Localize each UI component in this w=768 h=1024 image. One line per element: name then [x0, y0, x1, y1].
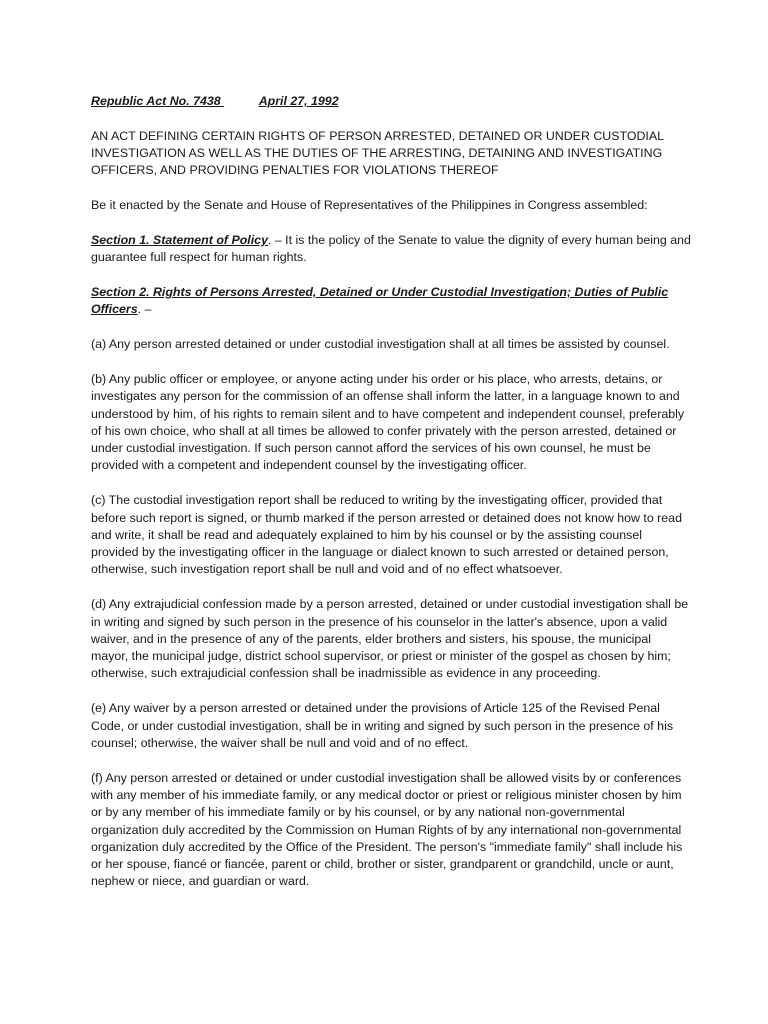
paragraph-c: (c) The custodial investigation report shall be reduced to writing by the investigating officer, provided that before such report is signed, or thumb marked if the person arrested or detained does not know how to read and write, it shall be read and adequately explained to him by his counsel or by the assisting counsel provided by the investigating officer in the language or dialect known to such arrested or detained person, otherwise, such investigation report shall be null and void and of no effect whatsoever. — [91, 493, 682, 577]
section-2-heading: Section 2. Rights of Persons Arrested, Detained or Under Custodial Investigation; Duties of Public Officers — [91, 285, 669, 317]
section-1-text: . – It is the policy of the Senate to value the dignity of every human being and guarantee full respect for human rights. — [91, 232, 691, 265]
enacting-clause: Be it enacted by the Senate and House of Representatives of the Philippines in Congress assembled: — [91, 198, 648, 213]
section-2-suffix: . – — [137, 302, 152, 317]
section-1 — [91, 232, 691, 267]
act-header — [91, 93, 691, 110]
paragraph-d: (d) Any extrajudicial confession made by a person arrested, detained or under custodial investigation shall be in writing and signed by such person in the presence of his counselor in the latter's absence, upon a valid waiver, and in the presence of any of the parents, elder brothers and sisters, his spouse, the municipal mayor, the municipal judge, district school supervisor, or priest or minister of the gospel as chosen by him; otherwise, such extrajudicial confession shall be inadmissible as evidence in any proceeding. — [91, 597, 689, 681]
act-number: Republic Act No. 7438 — [91, 94, 221, 108]
section-2 — [91, 284, 691, 319]
act-title: AN ACT DEFINING CERTAIN RIGHTS OF PERSON ARRESTED, DETAINED OR UNDER CUSTODIAL INVESTIGATION AS WELL AS THE DUTIES OF THE ARRESTING, DETAINING AND INVESTIGATING OFFICERS, AND PROVIDING PENALTIES FOR VIOLATIONS THEREOF — [91, 128, 664, 178]
section-1-heading: Section 1. Statement of Policy — [91, 232, 268, 247]
paragraph-f: (f) Any person arrested or detained or under custodial investigation shall be allowed visits by or conferences with any member of his immediate family, or any medical doctor or priest or religious minister chosen by him or by any member of his immediate family or by his counsel, or by any national non-governmental organization duly accredited by the Commission on Human Rights of by any international non-governmental organization duly accredited by the Office of the President. The person's "immediate family" shall include his or her spouse, fiancé or fiancée, parent or child, brother or sister, grandparent or grandchild, uncle or aunt, nephew or niece, and guardian or ward. — [91, 770, 683, 889]
document-page — [91, 93, 691, 908]
paragraph-b: (b) Any public officer or employee, or anyone acting under his order or his place, who arrests, detains, or investigates any person for the commission of an offense shall inform the latter, in a language known to and understood by him, of his rights to remain silent and to have competent and independent counsel, preferably of his own choice, who shall at all times be allowed to confer privately with the person arrested, detained or under custodial investigation. If such person cannot afford the services of his own counsel, he must be provided with a competent and independent counsel by the investigating officer. — [91, 371, 685, 473]
header-spacer — [221, 93, 259, 110]
paragraph-a: (a) Any person arrested detained or under custodial investigation shall at all times be assisted by counsel. — [91, 337, 670, 352]
paragraph-e: (e) Any waiver by a person arrested or detained under the provisions of Article 125 of the Revised Penal Code, or under custodial investigation, shall be in writing and signed by such person in the presence of his counsel; otherwise, the waiver shall be null and void and of no effect. — [91, 701, 674, 750]
act-date: April 27, 1992 — [258, 94, 339, 108]
